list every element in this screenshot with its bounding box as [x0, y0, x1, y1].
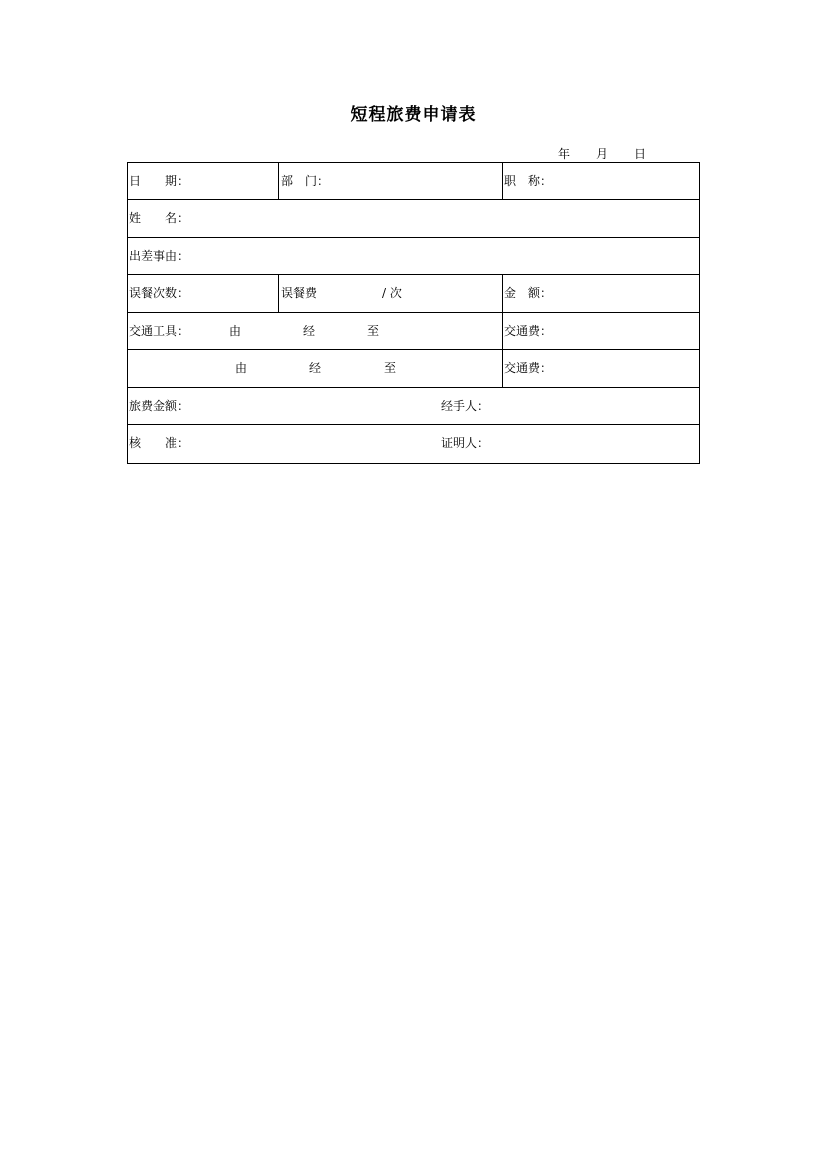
reason-field[interactable]: 出差事由：	[129, 249, 190, 263]
to-label-2: 至	[384, 361, 397, 375]
form-title: 短程旅费申请表	[350, 105, 477, 125]
travel-total-field[interactable]: 旅费金额：	[129, 399, 190, 413]
date-field[interactable]: 日 期：	[129, 174, 190, 188]
year-label: 年	[558, 147, 571, 161]
per-time-label: / 次	[382, 286, 402, 300]
handler-field[interactable]: 经手人：	[441, 399, 490, 413]
form-row-reason	[128, 238, 699, 275]
from-label-2: 由	[235, 361, 248, 375]
approval-field[interactable]: 核 准：	[129, 436, 190, 450]
to-label: 至	[367, 324, 380, 338]
from-label: 由	[229, 324, 242, 338]
form-row-meals	[128, 275, 699, 313]
meal-fee-field[interactable]: 误餐费	[281, 286, 318, 300]
application-form-table	[127, 162, 700, 464]
transport-fee-field[interactable]: 交通费：	[504, 324, 553, 338]
transport-fee-field-2[interactable]: 交通费：	[504, 361, 553, 375]
via-label: 经	[303, 324, 316, 338]
via-label-2: 经	[309, 361, 322, 375]
form-row-transport-2	[128, 350, 699, 388]
form-row-name	[128, 200, 699, 238]
transport-field[interactable]: 交通工具：	[129, 324, 190, 338]
position-field[interactable]: 职 称：	[504, 174, 553, 188]
form-row-transport	[128, 313, 699, 350]
day-label: 日	[634, 147, 647, 161]
department-field[interactable]: 部 门：	[281, 174, 330, 188]
form-row-total	[128, 388, 699, 425]
witness-field[interactable]: 证明人：	[441, 436, 490, 450]
name-field[interactable]: 姓 名：	[129, 211, 190, 225]
amount-field[interactable]: 金 额：	[504, 286, 553, 300]
meal-count-field[interactable]: 误餐次数：	[129, 286, 190, 300]
date-line	[540, 145, 670, 159]
form-row-date	[128, 163, 699, 200]
month-label: 月	[596, 147, 609, 161]
form-row-approval	[128, 425, 699, 463]
